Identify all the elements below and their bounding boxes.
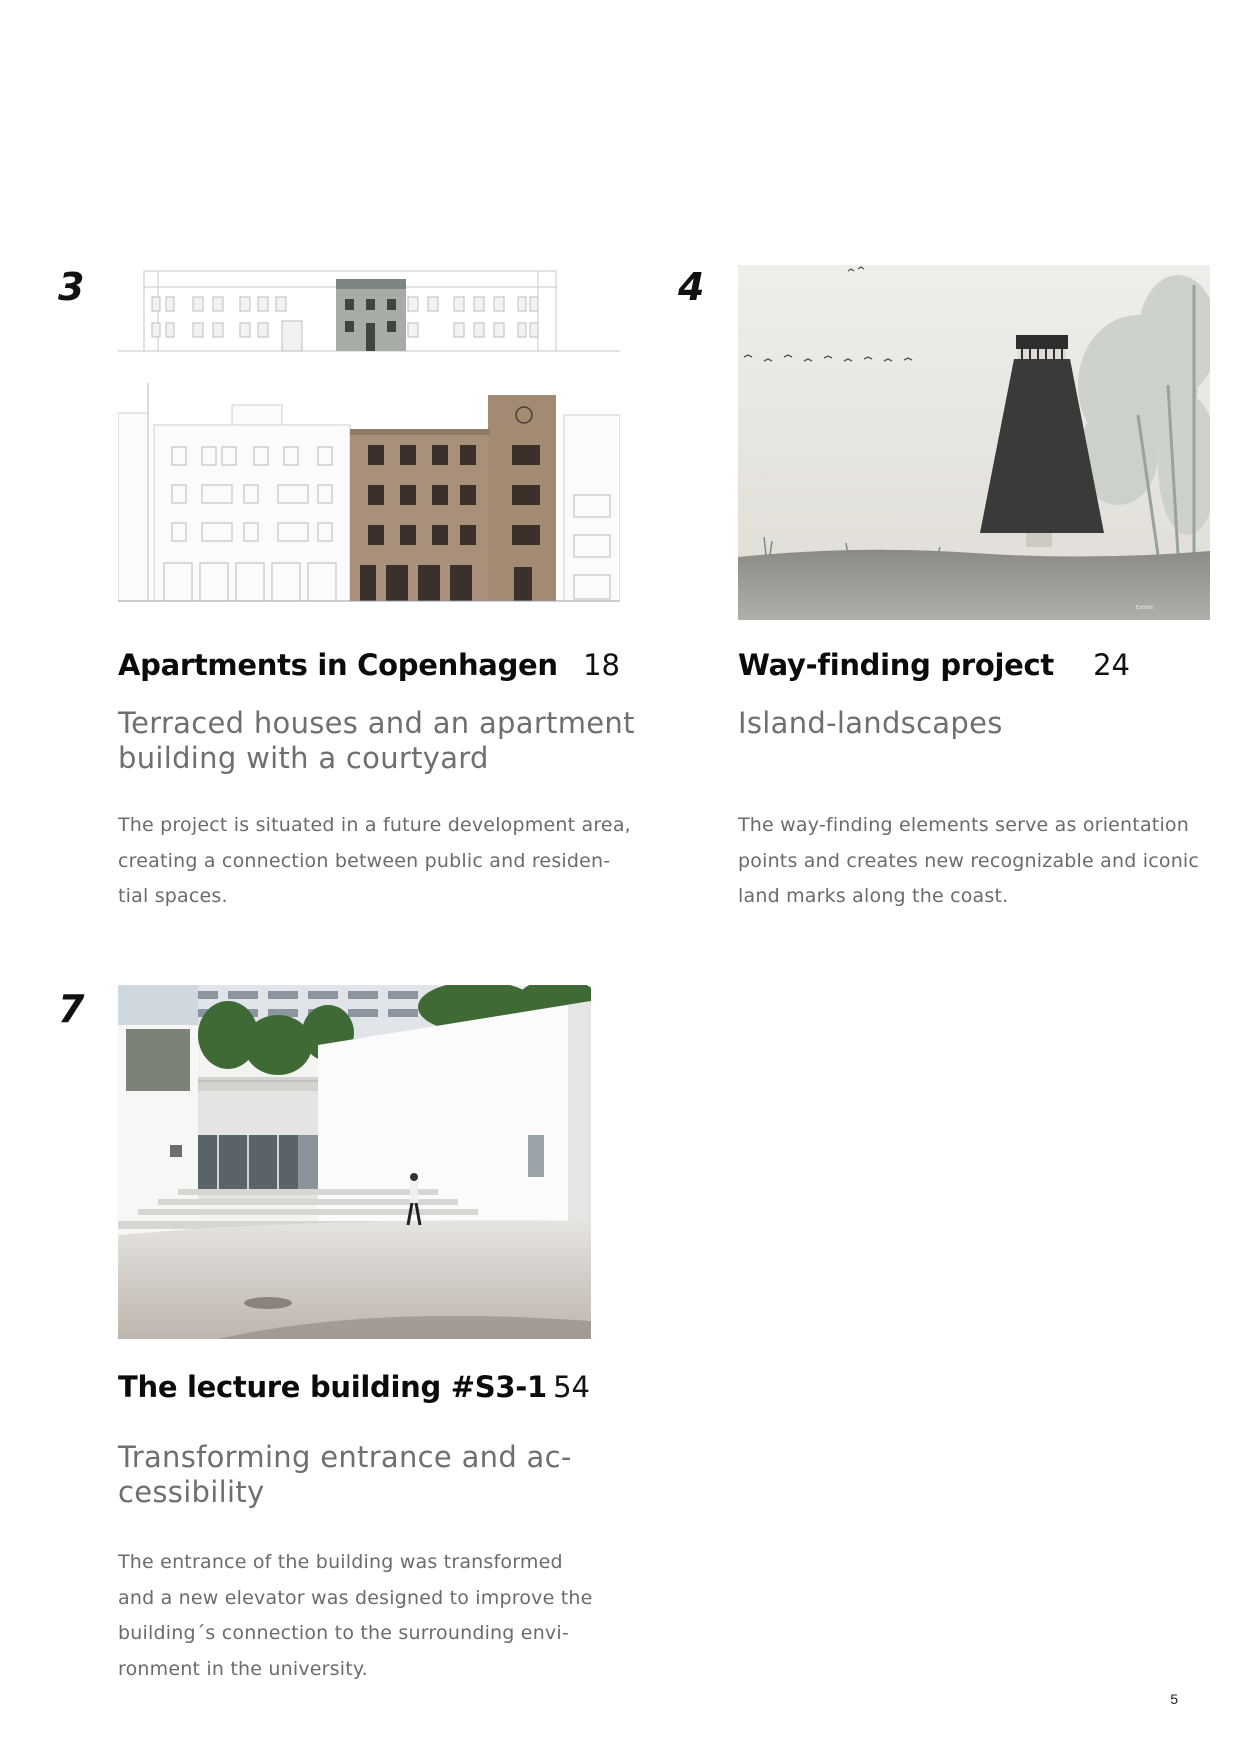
apartments-elevation-drawing <box>118 265 620 603</box>
project-subtitle <box>118 706 638 776</box>
description-line: The entrance of the building was transformed <box>118 1551 563 1573</box>
project-subtitle <box>118 1440 608 1510</box>
description-line: creating a connection between public and residen- <box>118 849 611 872</box>
description-line: land marks along the coast. <box>738 885 1009 907</box>
description-line: tial spaces. <box>118 885 228 907</box>
description-line: building´s connection to the surrounding envi- <box>118 1622 569 1644</box>
project-number-3: 3 <box>58 265 85 309</box>
project-title: Apartments in Copenhagen <box>118 648 558 682</box>
project-title: The lecture building #S3-1 <box>118 1370 547 1404</box>
subtitle-line: building with a courtyard <box>118 741 489 775</box>
lecture-building-photo <box>118 985 591 1339</box>
project-title: Way-finding project <box>738 648 1054 682</box>
description-line: The way-finding elements serve as orientation <box>738 814 1189 836</box>
project-number-7: 7 <box>58 987 85 1031</box>
wayfinding-tower-rendering <box>738 265 1210 620</box>
description-line: ronment in the university. <box>118 1657 368 1680</box>
project-description <box>738 808 1218 915</box>
svg-text:Exhibit: Exhibit <box>1136 605 1154 611</box>
description-line: points and creates new recognizable and iconic <box>738 849 1200 872</box>
project-page-reference: 18 <box>583 648 620 682</box>
project-page-reference: 54 <box>553 1370 590 1404</box>
project-number-4: 4 <box>678 265 705 309</box>
subtitle-line: Terraced houses and an apartment <box>118 706 635 740</box>
project-page-reference: 24 <box>1093 648 1130 682</box>
subtitle-line: Transforming entrance and ac- <box>118 1440 572 1474</box>
subtitle-line: Island-landscapes <box>738 706 1003 740</box>
description-line: The project is situated in a future development area, <box>118 814 631 836</box>
project-description <box>118 1545 618 1687</box>
project-description <box>118 808 658 915</box>
page-number: 5 <box>1170 1691 1178 1707</box>
subtitle-line: cessibility <box>118 1475 265 1509</box>
project-subtitle <box>738 706 1210 741</box>
description-line: and a new elevator was designed to improve the <box>118 1586 593 1609</box>
